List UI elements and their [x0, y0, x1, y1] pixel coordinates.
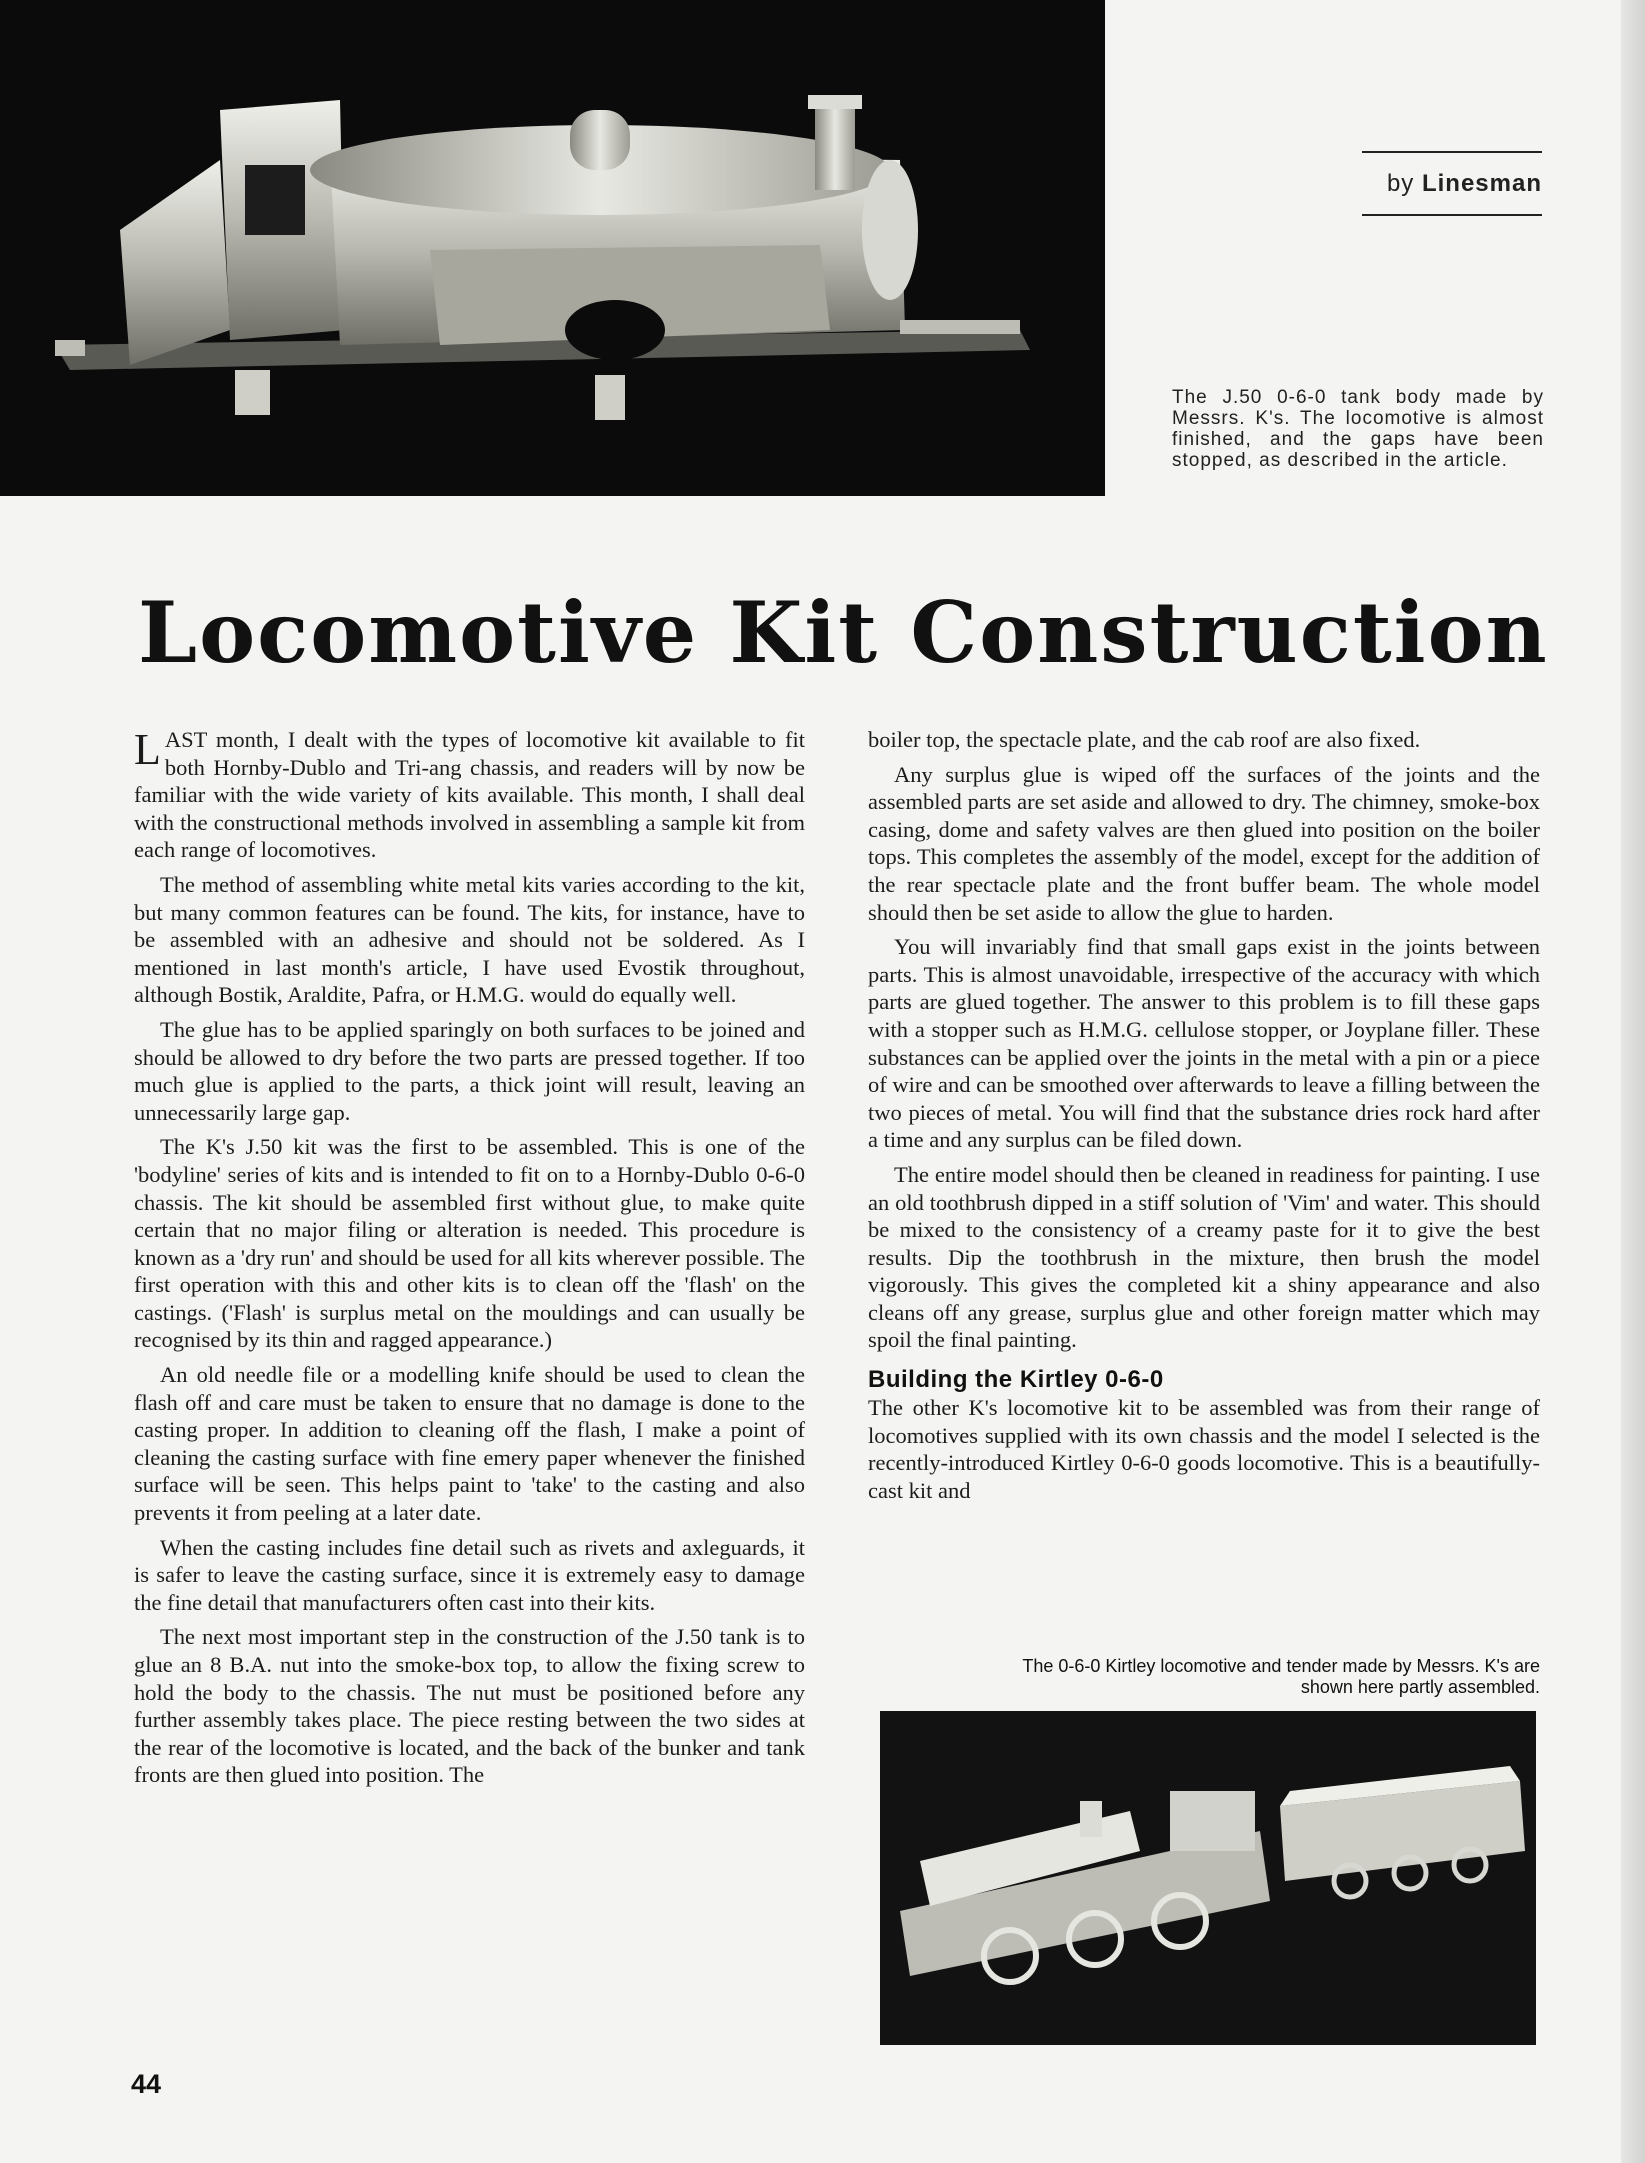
- paragraph: Any surplus glue is wiped off the surfaces of the joints and the assembled parts are set aside and allowed to dry. The chimney, smoke-box casing, dome and safety valves are then glued into position on the boiler tops. This completes the assembly of the model, except for the addition of the rear spectacle plate and the front buffer beam. The whole model should then be set aside to allow the glue to harden.: [868, 761, 1540, 925]
- paragraph: When the casting includes fine detail such as rivets and axleguards, it is safer to leave the casting surface, since it is extremely easy to damage the fine detail that manufacturers often cast into their kits.: [134, 1534, 805, 1615]
- section-subheading: Building the Kirtley 0-6-0: [868, 1366, 1164, 1394]
- paragraph: An old needle file or a modelling knife should be used to clean the flash off and care must be taken to ensure that no damage is done to the casting proper. In addition to cleaning off the flash, I make a point of cleaning the casting surface with fine emery paper whenever the finished surface will be seen. This helps paint to 'take' to the casting and also prevents it from peeling at a later date.: [134, 1362, 805, 1526]
- tank-locomotive-photo: [0, 0, 1105, 496]
- bottom-photo-caption: The 0-6-0 Kirtley locomotive and tender made by Messrs. K's are shown here partly assembled.: [1022, 1656, 1540, 1697]
- article-title: Locomotive Kit Construction: [138, 583, 1549, 682]
- paragraph: The method of assembling white metal kits varies according to the kit, but many common features can be found. The kits, for instance, have to be assembled with an adhesive and should not be soldered. As I mentioned in last month's article, I have used Evostik throughout, although Bostik, Araldite, Pafra, or H.M.G. would do equally well.: [134, 871, 805, 1008]
- paragraph: You will invariably find that small gaps exist in the joints between parts. This is almost unavoidable, irrespective of the accuracy with which parts are glued together. The answer to this problem is to fill these gaps with a stopper such as H.M.G. cellulose stopper, or Joyplane filler. These substances can be applied over the joints in the metal with a pin or a piece of wire and can be smoothed over afterwards to leave a filling between the two pieces of metal. You will find that the substance dries rock hard after a time and any surplus can be filed down.: [868, 934, 1540, 1153]
- byline-prefix: by: [1386, 170, 1415, 197]
- author-byline: [1362, 151, 1542, 216]
- left-column: [134, 726, 805, 1796]
- paragraph: The entire model should then be cleaned in readiness for painting. I use an old toothbrush dipped in a stiff solution of 'Vim' and water. This should be mixed to the consistency of a creamy paste for it to give the best results. Dip the toothbrush in the mixture, then brush the model vigorously. This gives the completed kit a shiny appearance and also cleans off any grease, surplus glue and other foreign matter which may spoil the final painting.: [868, 1161, 1540, 1353]
- kirtley-locomotive-photo: [880, 1711, 1536, 2045]
- opening-paragraph-text: AST month, I dealt with the types of locomotive kit available to fit both Hornby-Dublo and Tri-ang chassis, and readers will by now be familiar with the wide variety of kits available. This month, I shall deal with the constructional methods involved in assembling a sample kit from each range of locomotives.: [134, 727, 805, 863]
- paragraph: The next most important step in the construction of the J.50 tank is to glue an 8 B.A. nut into the smoke-box top, to allow the fixing screw to hold the body to the chassis. The nut must be positioned before any further assembly takes place. The piece resting between the two sides at the rear of the locomotive is located, and the back of the bunker and tank fronts are then glued into position. The: [134, 1624, 805, 1788]
- byline-author: Linesman: [1421, 170, 1542, 197]
- continuation-paragraph: boiler top, the spectacle plate, and the cab roof are also fixed.: [868, 727, 1421, 752]
- dropcap: L: [134, 725, 161, 774]
- top-photo-caption: The J.50 0-6-0 tank body made by Messrs. K's. The locomotive is almost finished, and the gaps have been stopped, as described in the article.: [1172, 387, 1544, 471]
- opening-paragraph: [134, 726, 805, 864]
- paragraph: The K's J.50 kit was the first to be assembled. This is one of the 'bodyline' series of kits and is intended to fit on to a Hornby-Dublo 0-6-0 chassis. The kit should be assembled first without glue, to make quite certain that no major filing or alteration is needed. This procedure is known as a 'dry run' and should be used for all kits wherever possible. The first operation with this and other kits is to clean off the 'flash' on the castings. ('Flash' is surplus metal on the mouldings and can usually be recognised by its thin and ragged appearance.): [134, 1134, 805, 1353]
- right-column: [868, 726, 1540, 1511]
- page-number: 44: [131, 2069, 162, 2099]
- paragraph: The glue has to be applied sparingly on both surfaces to be joined and should be allowed to dry before the two parts are pressed together. If too much glue is applied to the parts, a thick joint will result, leaving an unnecessarily large gap.: [134, 1016, 805, 1125]
- paragraph: The other K's locomotive kit to be assembled was from their range of locomotives supplied with its own chassis and the model I selected is the recently-introduced Kirtley 0-6-0 goods locomotive. This is a beautifully-cast kit and: [868, 1395, 1540, 1503]
- page-edge-shadow: [1621, 0, 1645, 2163]
